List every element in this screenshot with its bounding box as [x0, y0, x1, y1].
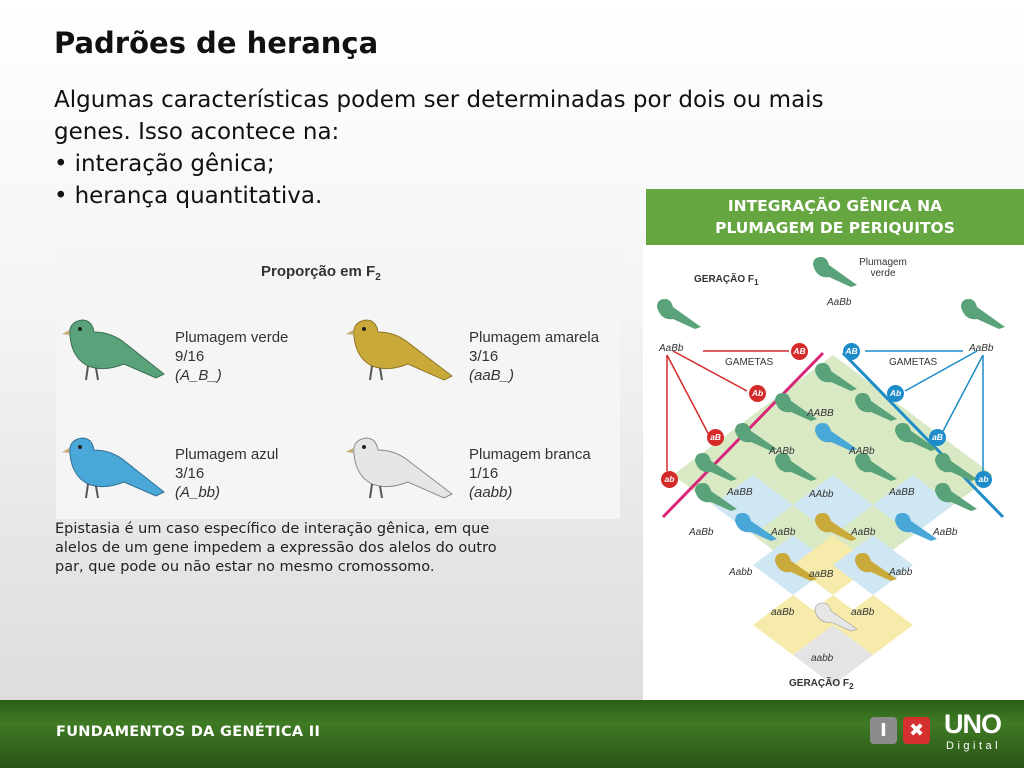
- offspring-AaBb-4: AaBb: [933, 527, 958, 538]
- offspring-Aabb-2: Aabb: [889, 567, 913, 578]
- intro-line-1: Algumas características podem ser determinadas por dois ou mais: [54, 87, 824, 113]
- gamete-left-AB: AB: [791, 343, 808, 360]
- offspring-AaBb-2: AaBb: [771, 527, 796, 538]
- gamete-right-aB: aB: [929, 429, 946, 446]
- offspring-AABB: AABB: [807, 408, 834, 419]
- gamete-left-ab: ab: [661, 471, 678, 488]
- offspring-AaBb-3: AaBb: [851, 527, 876, 538]
- slide-title: Padrões de herança: [54, 26, 379, 60]
- uno-logo: UNO: [944, 709, 1001, 739]
- offspring-AaBb-1: AaBb: [689, 527, 714, 538]
- parent-genotype-left: AaBb: [659, 343, 684, 354]
- punnett-grid: [643, 245, 1024, 700]
- figure-caption: Epistasia é um caso específico de interação gênica, em que alelos de um gene impedem a expressão dos alelos do outro par, que pode ou não estar no mesmo cromossomo.: [55, 521, 497, 575]
- offspring-AaBB-1: AaBB: [727, 487, 753, 498]
- bullet-item-heranca: • herança quantitativa.: [54, 180, 934, 212]
- gamete-right-AB: AB: [843, 343, 860, 360]
- footer-bar: [0, 700, 1024, 768]
- f2-generation-label: GERAÇÃO $F_2$: [789, 678, 854, 691]
- offspring-Aabb-1: Aabb: [729, 567, 753, 578]
- parent-bird-left: [657, 299, 701, 329]
- gamete-left-Ab: Ab: [749, 385, 766, 402]
- f1-generation-label: GERAÇÃO $F_1$: [694, 274, 759, 287]
- phenotype-white: Plumagem branca 1/16 (aabb): [469, 446, 591, 501]
- course-title: FUNDAMENTOS DA GENÉTICA II: [56, 724, 321, 740]
- offspring-AAbb: AAbb: [809, 489, 834, 500]
- parent-bird-right: [961, 299, 1005, 329]
- phenotype-green: Plumagem verde 9/16 (A_B_): [175, 329, 289, 384]
- offspring-aaBb-2: aaBb: [851, 607, 875, 618]
- gametes-label-left: GAMETAS: [725, 357, 774, 368]
- offspring-aaBB: aaBB: [809, 569, 834, 580]
- f2-proportion-figure: [56, 254, 620, 519]
- phenotype-yellow: Plumagem amarela 3/16 (aaB_): [469, 329, 600, 384]
- info-icon[interactable]: I: [870, 717, 897, 744]
- close-icon[interactable]: ✖: [903, 717, 930, 744]
- parent-genotype-right: AaBb: [969, 343, 994, 354]
- offspring-aabb: aabb: [811, 653, 834, 664]
- offspring-AABb-2: AABb: [849, 446, 875, 457]
- phenotype-blue: Plumagem azul 3/16 (A_bb): [175, 446, 279, 501]
- gamete-right-Ab: Ab: [887, 385, 904, 402]
- blue-bird-icon: [58, 432, 168, 510]
- intro-line-2: genes. Isso acontece na:: [54, 119, 340, 145]
- offspring-aaBb-1: aaBb: [771, 607, 795, 618]
- figure-title: Proporção em $F_2$: [261, 263, 381, 283]
- white-bird-icon: [342, 432, 457, 510]
- gamete-left-aB: aB: [707, 429, 724, 446]
- punnett-diagram: [643, 245, 1024, 700]
- offspring-AaBB-2: AaBB: [889, 487, 915, 498]
- parent-bird-top: [813, 257, 857, 287]
- parent-genotype-top: AaBb: [827, 297, 852, 308]
- gametes-label-right: GAMETAS: [889, 357, 938, 368]
- parent-phenotype-label: Plumagem verde: [859, 257, 907, 279]
- diagram-header: INTEGRAÇÃO GÊNICA NA PLUMAGEM DE PERIQUITOS: [646, 189, 1024, 245]
- green-bird-icon: [58, 314, 168, 392]
- gamete-right-ab: ab: [975, 471, 992, 488]
- offspring-AABb-1: AABb: [769, 446, 795, 457]
- uno-logo-subtitle: Digital: [946, 740, 1002, 752]
- bullet-item-interacao: • interação gênica;: [54, 148, 934, 180]
- yellow-bird-icon: [342, 314, 457, 392]
